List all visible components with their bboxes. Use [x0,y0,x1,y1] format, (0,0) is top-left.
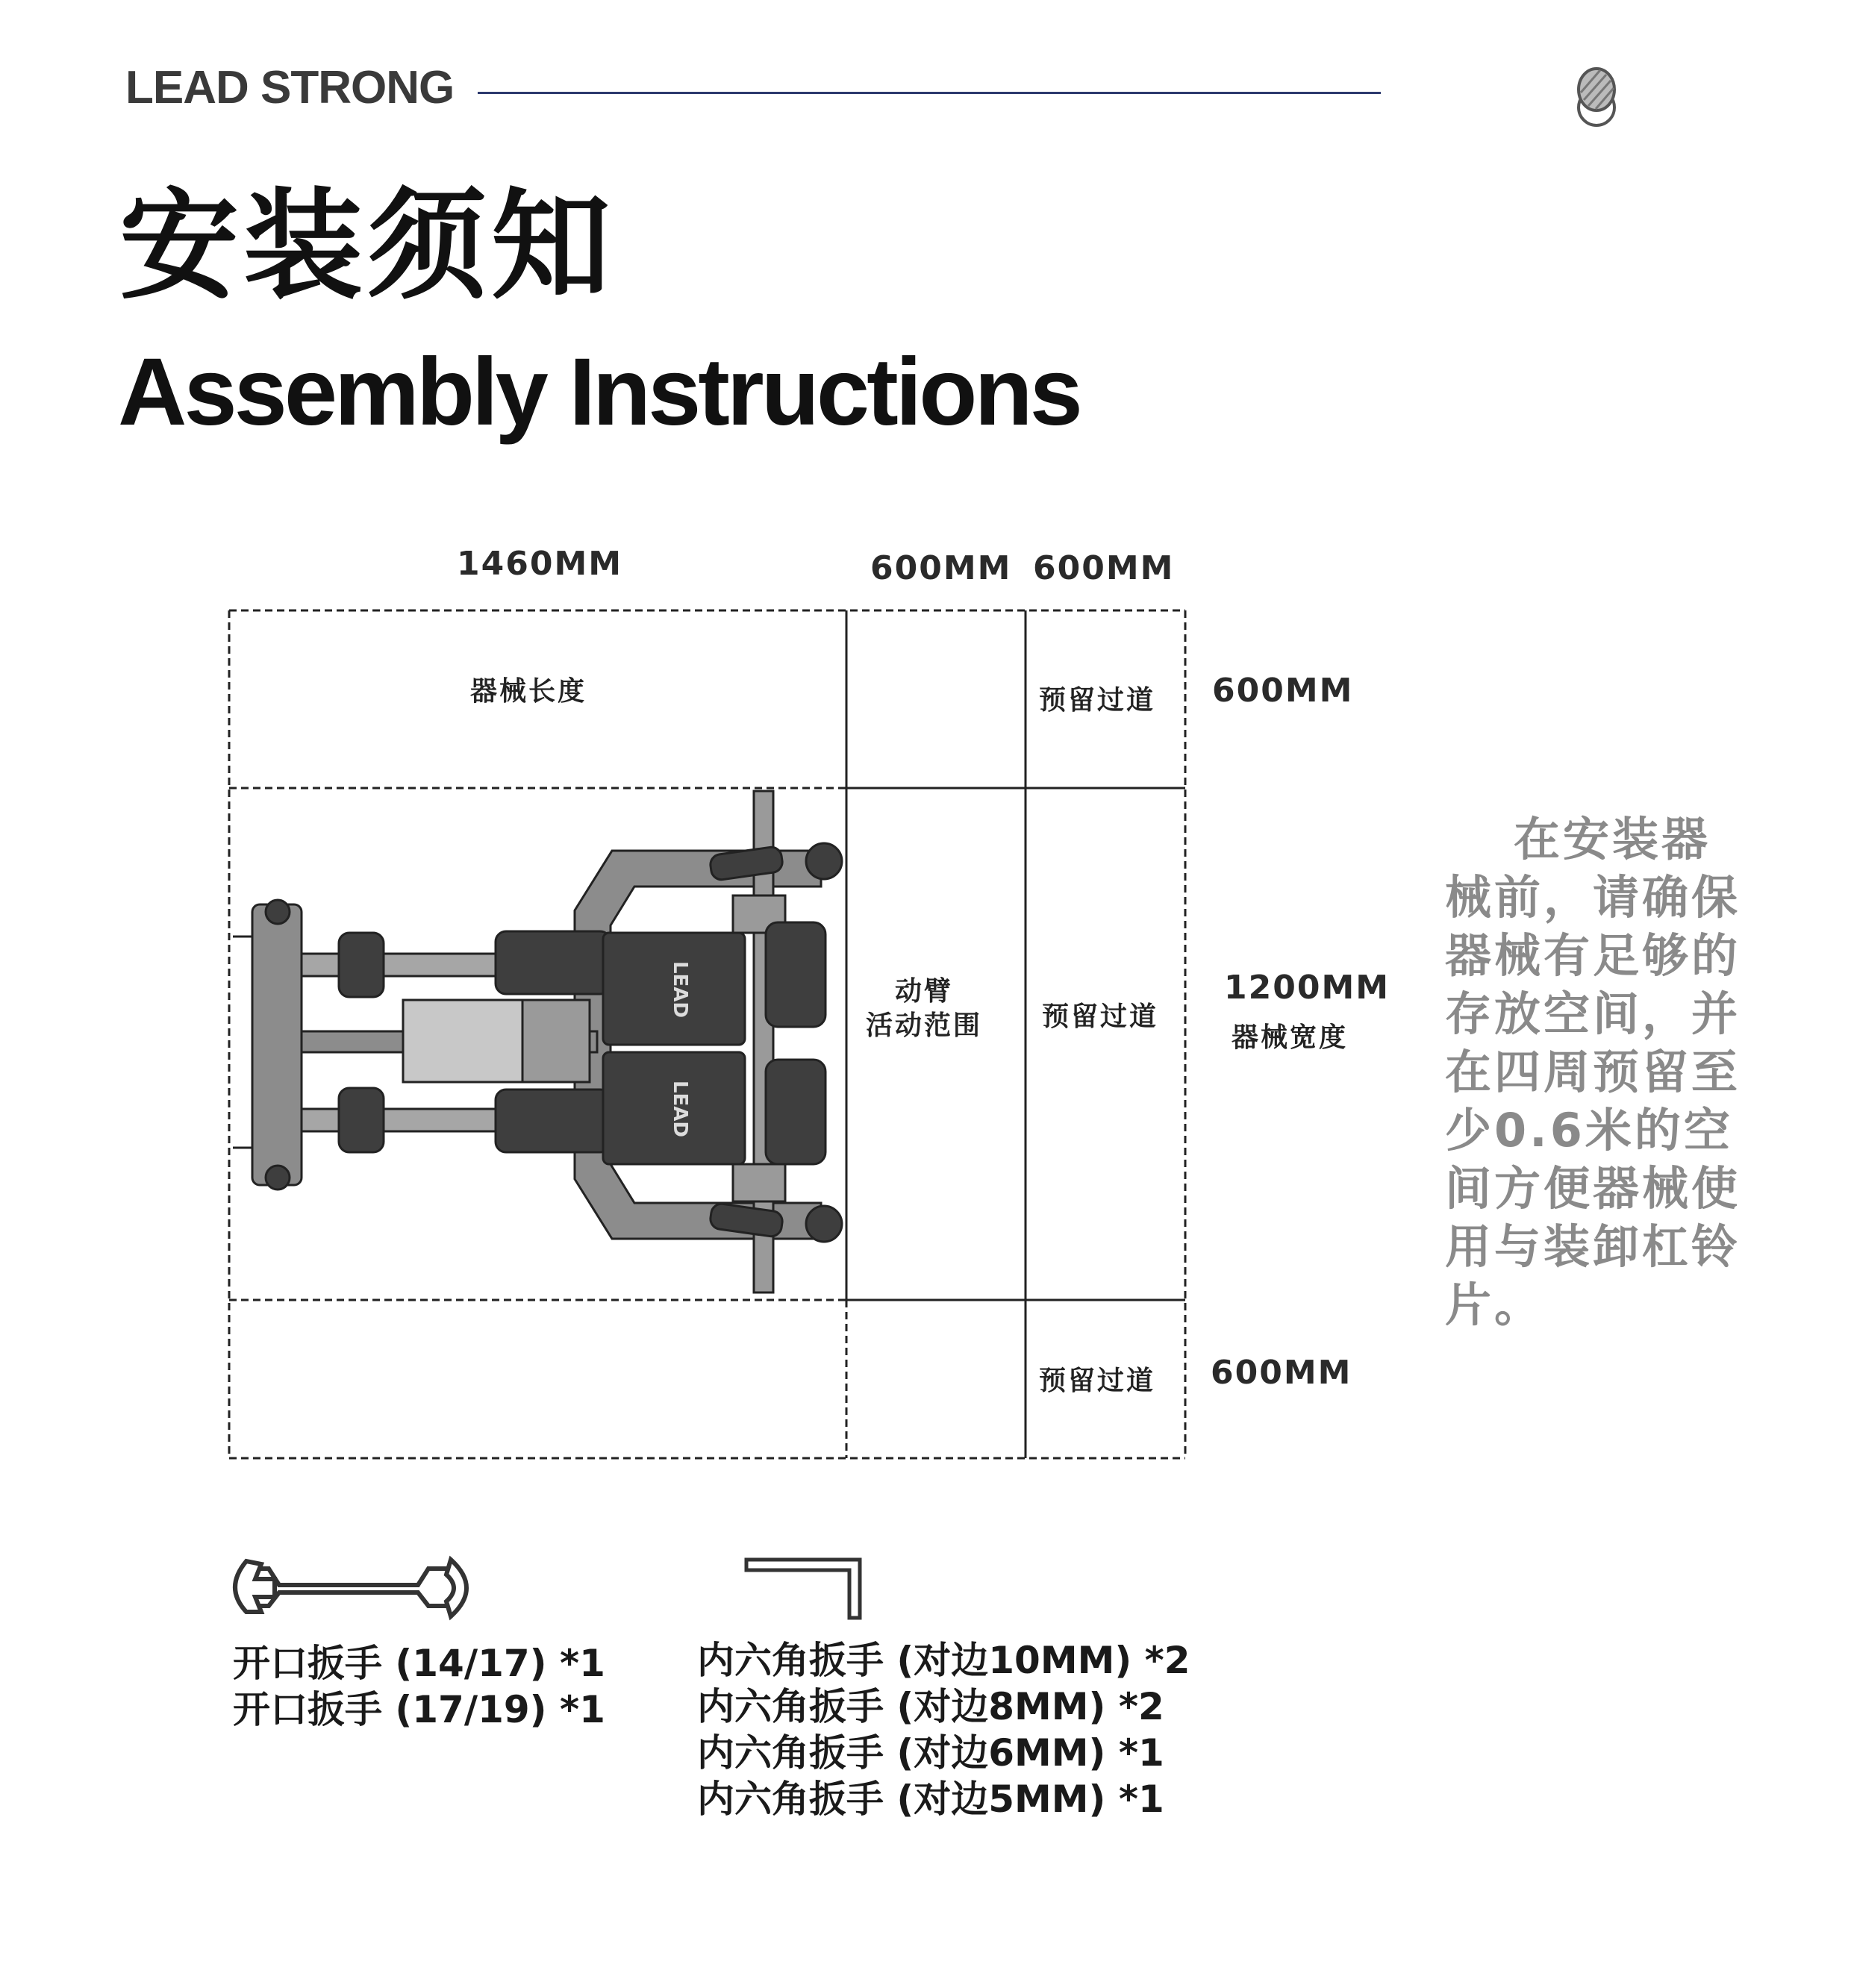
space-requirement-note: 在安装器械前，请确保器械有足够的存放空间，并在四周预留至少0.6米的空间方便器械使用与装卸杠铃片。 [1445,812,1741,1332]
hex-key-list [697,1637,1190,1822]
zone-aisle-mid: 预留过道 [1042,1001,1159,1032]
hex-key-item: 内六角扳手 (对边8MM) *2 [697,1685,1164,1728]
dim-row-top: 600MM [1212,672,1354,710]
dim-col-mid: 600MM [870,549,1012,587]
zone-aisle-top: 预留过道 [1039,685,1156,716]
dim-row-bottom: 600MM [1211,1354,1352,1392]
dim-col-right: 600MM [1033,549,1175,587]
zone-aisle-bottom: 预留过道 [1039,1366,1156,1396]
wrench-list [233,1640,605,1733]
machine-logo-upper: LEAD [669,960,691,1019]
wrench-item: 开口扳手 (17/19) *1 [233,1688,605,1731]
hex-key-item: 内六角扳手 (对边10MM) *2 [697,1639,1190,1682]
brand-name: LEAD STRONG [125,62,455,113]
open-end-wrench-icon [235,1560,466,1616]
machine-logo-lower: LEAD [669,1080,691,1138]
zone-arm-range: 动臂 活动范围 [866,976,983,1041]
page-title-en: Assembly Instructions [118,339,1080,446]
hex-key-icon [746,1560,860,1618]
hex-key-item: 内六角扳手 (对边5MM) *1 [697,1778,1164,1821]
wrench-item: 开口扳手 (14/17) *1 [233,1642,605,1685]
dim-length: 1460MM [457,545,623,583]
dim-row-mid: 1200MM [1224,969,1390,1007]
machine-top-view [233,791,842,1292]
hex-key-item: 内六角扳手 (对边6MM) *1 [697,1731,1164,1775]
zone-machine-length: 器械长度 [470,676,587,707]
page-title-cn: 安装须知 [119,176,616,316]
dim-row-mid-caption: 器械宽度 [1232,1022,1349,1053]
